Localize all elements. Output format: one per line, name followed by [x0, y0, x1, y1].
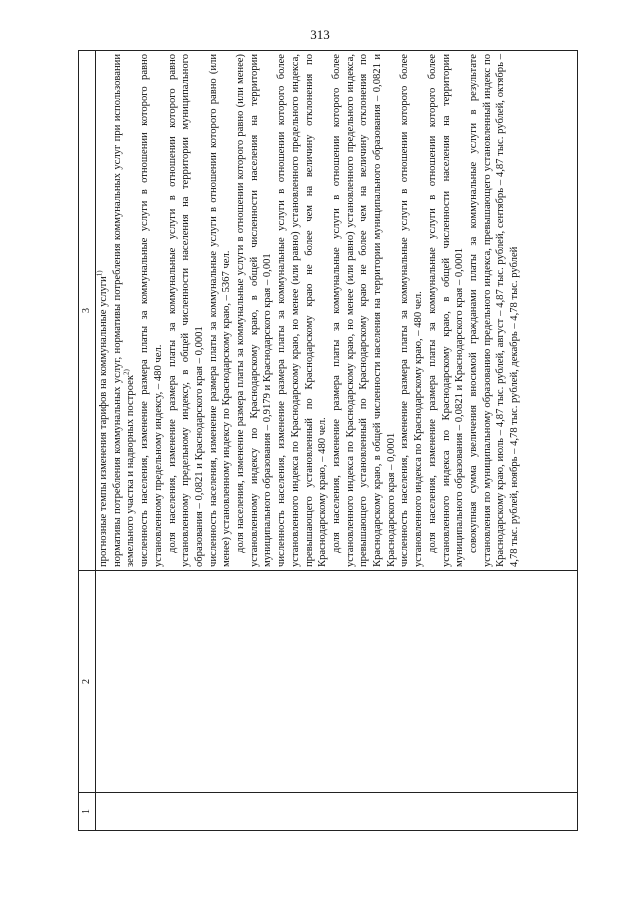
forecast-indicators-text: [96, 51, 522, 570]
cell-col-2: [96, 571, 578, 793]
paragraph: [207, 54, 234, 567]
paragraph-text: доля населения, изменение размера платы за коммунальные услуги в отношении которого равно (или менее) установленному индексу по Краснодарскому краю, в общей численности населения на территории муниципального образования – 0,9179 и Краснодарского края – 0,001: [235, 54, 274, 567]
paragraph-text: нормативы потребления коммунальных услуг, нормативы потребления коммунальных услуг при использовании земельного участка и надворных построек: [111, 54, 137, 567]
paragraph: [234, 54, 275, 567]
table-header-row: [79, 51, 96, 831]
cell-col-3: [96, 51, 578, 571]
paragraph-text: численность населения, изменение размера платы за коммунальные услуги в отношении которого равно установленному предельному индексу, – 480 чел.: [139, 54, 164, 567]
paragraph: [467, 54, 522, 567]
paragraph: [275, 54, 330, 567]
paragraph-text: прогнозные темпы изменения тарифов на коммунальные услуги: [98, 276, 109, 567]
paragraph-text: доля населения, изменение размера платы за коммунальные услуги в отношении которого более установленного индекса по Краснодарскому краю, в общей численности населения на территории муниципального образования – 0,0821 и Краснодарского края – 0,0001: [426, 54, 466, 567]
paragraph-text: доля населения, изменение размера платы за коммунальные услуги в отношении которого более установленного индекса по Краснодарскому краю, но менее (или равно) установленного предельного индекса, превышающего установленный по Краснодарскому краю не более чем на величину отклонения по Краснодарскому краю, в общей численности населения на территории муниципального образования – 0,0821 и Краснодарского края – 0,0001: [330, 54, 397, 567]
column-header-3: 3: [79, 51, 96, 571]
cell-col-1: [96, 793, 578, 831]
paragraph: [111, 54, 138, 567]
paragraph: [426, 54, 467, 567]
paragraph: [330, 54, 399, 567]
paragraph: [138, 54, 165, 567]
column-header-2: 2: [79, 571, 96, 793]
table-row: [96, 51, 578, 831]
paragraph: [166, 54, 207, 567]
paragraph-text: численность населения, изменение размера платы за коммунальные услуги в отношении которого равно (или менее) установленному индексу по Краснодарскому краю, – 5367 чел.: [207, 54, 233, 567]
paragraph: [398, 54, 425, 567]
footnote-marker: 2): [122, 369, 131, 375]
paragraph-text: численность населения, изменение размера платы за коммунальные услуги в отношении которого более установленного индекса по Краснодарскому краю, – 480 чел.: [399, 54, 425, 567]
footnote-marker: 1): [95, 270, 104, 277]
page-number: 313: [310, 27, 330, 42]
paragraph: [97, 54, 111, 567]
column-header-1: 1: [79, 793, 96, 831]
paragraph-text: доля населения, изменение размера платы за коммунальные услуги в отношении которого равно установленному предельному индексу, в общей численности населения на территории муниципального образования – 0,0821 и Краснодарского края – 0,0001: [166, 54, 205, 567]
data-table: [78, 50, 578, 831]
paragraph-text: численность населения, изменение размера платы за коммунальные услуги в отношении которого более установленного индекса по Краснодарскому краю, но менее (или равно) установленного предельного индекса, превышающего установленный по Краснодарскому краю не более чем на величину отклонения по Краснодарскому краю, – 480 чел.: [276, 54, 329, 567]
paragraph-text: совокупная сумма увеличения вносимой гражданами платы за коммунальные услуги в результате установления по муниципальному образованию предельного индекса, превышающего установленный индекс по Краснодарскому краю, июль – 4,87 тыс. рублей, август – 4,87 тыс. рублей, сентябрь – 4,87 тыс. рублей, октябрь – 4,78 тыс. рублей, ноябрь – 4,78 тыс. рублей, декабрь – 4,78 тыс. рублей: [467, 54, 521, 567]
rotated-table-wrapper: [78, 51, 578, 831]
